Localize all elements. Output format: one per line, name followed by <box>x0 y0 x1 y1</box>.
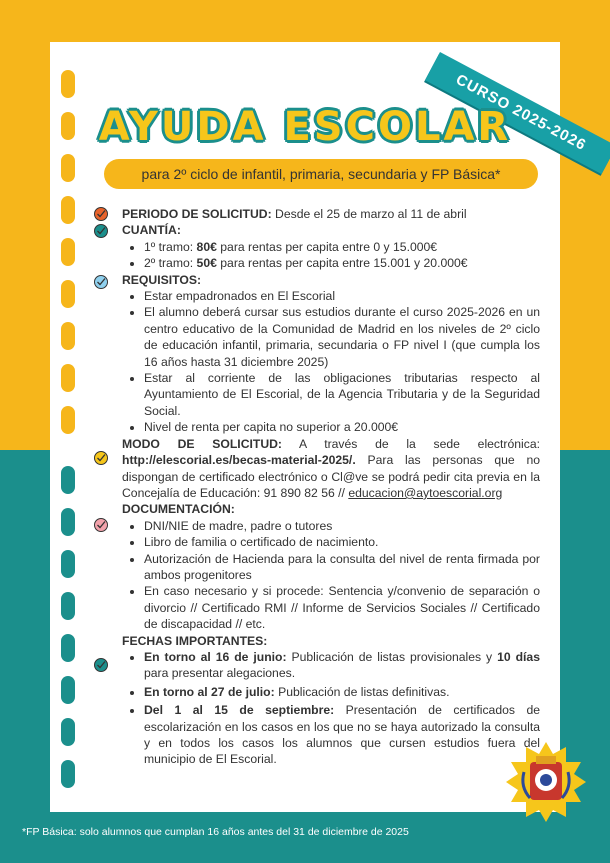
fechas-label: FECHAS IMPORTANTES: <box>122 633 268 648</box>
binder-hole <box>61 364 75 392</box>
yellow-check-icon <box>94 451 108 465</box>
binder-hole <box>61 592 75 620</box>
item-text: para presentar alegaciones. <box>144 666 296 681</box>
list-item: • Estar empadronados en El Escorial <box>144 288 540 304</box>
cuantia-label: CUANTÍA: <box>122 223 181 238</box>
list-item: • En caso necesario y si procede: Sentencia y/convenio de separación o divorcio // Certificado RMI // Informe de Servicios Sociales // Certificado de discapacidad // etc. <box>144 583 540 632</box>
list-item: • Estar al corriente de las obligaciones tributarias respecto al Ayuntamiento de El Escorial, de la Agencia Tributaria y de la Seguridad Social. <box>144 370 540 419</box>
item-amount: 50€ <box>196 256 217 271</box>
modo-section <box>122 436 540 502</box>
fechas-section <box>122 633 540 768</box>
binder-hole <box>61 760 75 788</box>
periodo-label: PERIODO DE SOLICITUD: <box>122 207 272 221</box>
requisitos-section <box>122 272 540 436</box>
binder-hole <box>61 70 75 98</box>
list-item <box>144 702 540 768</box>
list-item <box>144 239 540 255</box>
sede-link[interactable]: http://elescorial.es/becas-material-2025/. <box>122 453 356 468</box>
main-content <box>122 206 540 768</box>
item-bold: 10 días <box>497 649 540 664</box>
item-text: Publicación de listas definitivas. <box>274 684 450 699</box>
date-label: Del 1 al 15 de septiembre: <box>144 703 335 718</box>
binder-hole <box>61 280 75 308</box>
periodo-section <box>122 206 540 222</box>
teal-check-icon <box>94 658 108 672</box>
modo-label: MODO DE SOLICITUD: <box>122 436 282 451</box>
page-title: AYUDA ESCOLAR <box>98 104 512 150</box>
list-item: • El alumno deberá cursar sus estudios durante el curso 2025-2026 en un centro educativo de la Comunidad de Madrid en los niveles de 2º ciclo de educación infantil, primaria, secundaria o FP nivel I (que cumpla los 16 años hasta 31 diciembre 2025) <box>144 304 540 370</box>
blue-check-icon <box>94 275 108 289</box>
teal-check-icon <box>94 224 108 238</box>
documentacion-label: DOCUMENTACIÓN: <box>122 502 235 517</box>
item-amount: 80€ <box>196 239 217 254</box>
list-item <box>144 255 540 271</box>
binder-hole <box>61 676 75 704</box>
date-label: En torno al 16 de junio: <box>144 649 287 664</box>
modo-text: A través de la sede electrónica: <box>282 436 540 451</box>
email-link[interactable]: educacion@aytoescorial.org <box>348 485 503 500</box>
item-text: 1º tramo: <box>144 239 197 254</box>
binder-hole <box>61 238 75 266</box>
date-label: En torno al 27 de julio: <box>144 684 275 699</box>
list-item: • DNI/NIE de madre, padre o tutores <box>144 518 540 534</box>
binder-hole <box>61 196 75 224</box>
binder-hole <box>61 718 75 746</box>
binder-hole <box>61 322 75 350</box>
item-text: Presentación de certificados de escolarización en los casos en los que no se haya autorizado la consulta y en todos los casos los alumnos que cursen estudios fuera del municipio de El Escorial. <box>144 703 541 767</box>
modo-text: Para las personas que no dispongan de certificado electrónico o Cl@ve se podrá pedir cita previa en la Concejalía de Educación: 91 890 82 56 // <box>122 453 540 500</box>
orange-check-icon <box>94 207 108 221</box>
item-text: 2º tramo: <box>144 256 197 271</box>
item-text: para rentas per capita entre 0 y 15.000€ <box>216 239 438 254</box>
binder-hole <box>61 550 75 578</box>
list-item: • Autorización de Hacienda para la consulta del nivel de renta firmada por ambos progenitores <box>144 551 540 584</box>
item-text: Publicación de listas provisionales y <box>286 649 498 664</box>
binder-hole <box>61 508 75 536</box>
footnote: *FP Básica: solo alumnos que cumplan 16 años antes del 31 de diciembre de 2025 <box>22 826 409 838</box>
documentacion-section <box>122 501 540 632</box>
subtitle-banner: para 2º ciclo de infantil, primaria, secundaria y FP Básica* <box>104 159 538 189</box>
list-item <box>144 684 540 700</box>
course-badge: CURSO 2025-2026 <box>425 52 610 174</box>
municipal-seal-icon <box>506 742 586 822</box>
binder-hole <box>61 154 75 182</box>
list-item <box>144 649 540 682</box>
binder-hole <box>61 634 75 662</box>
cuantia-section <box>122 222 540 271</box>
requisitos-label: REQUISITOS: <box>122 272 202 287</box>
binder-hole <box>61 466 75 494</box>
item-text: para rentas per capita entre 15.001 y 20.000€ <box>216 256 468 271</box>
list-item: • Nivel de renta per capita no superior a 20.000€ <box>144 419 540 435</box>
list-item: • Libro de familia o certificado de nacimiento. <box>144 534 540 550</box>
binder-hole <box>61 406 75 434</box>
pink-check-icon <box>94 518 108 532</box>
periodo-text: Desde el 25 de marzo al 11 de abril <box>271 207 467 221</box>
